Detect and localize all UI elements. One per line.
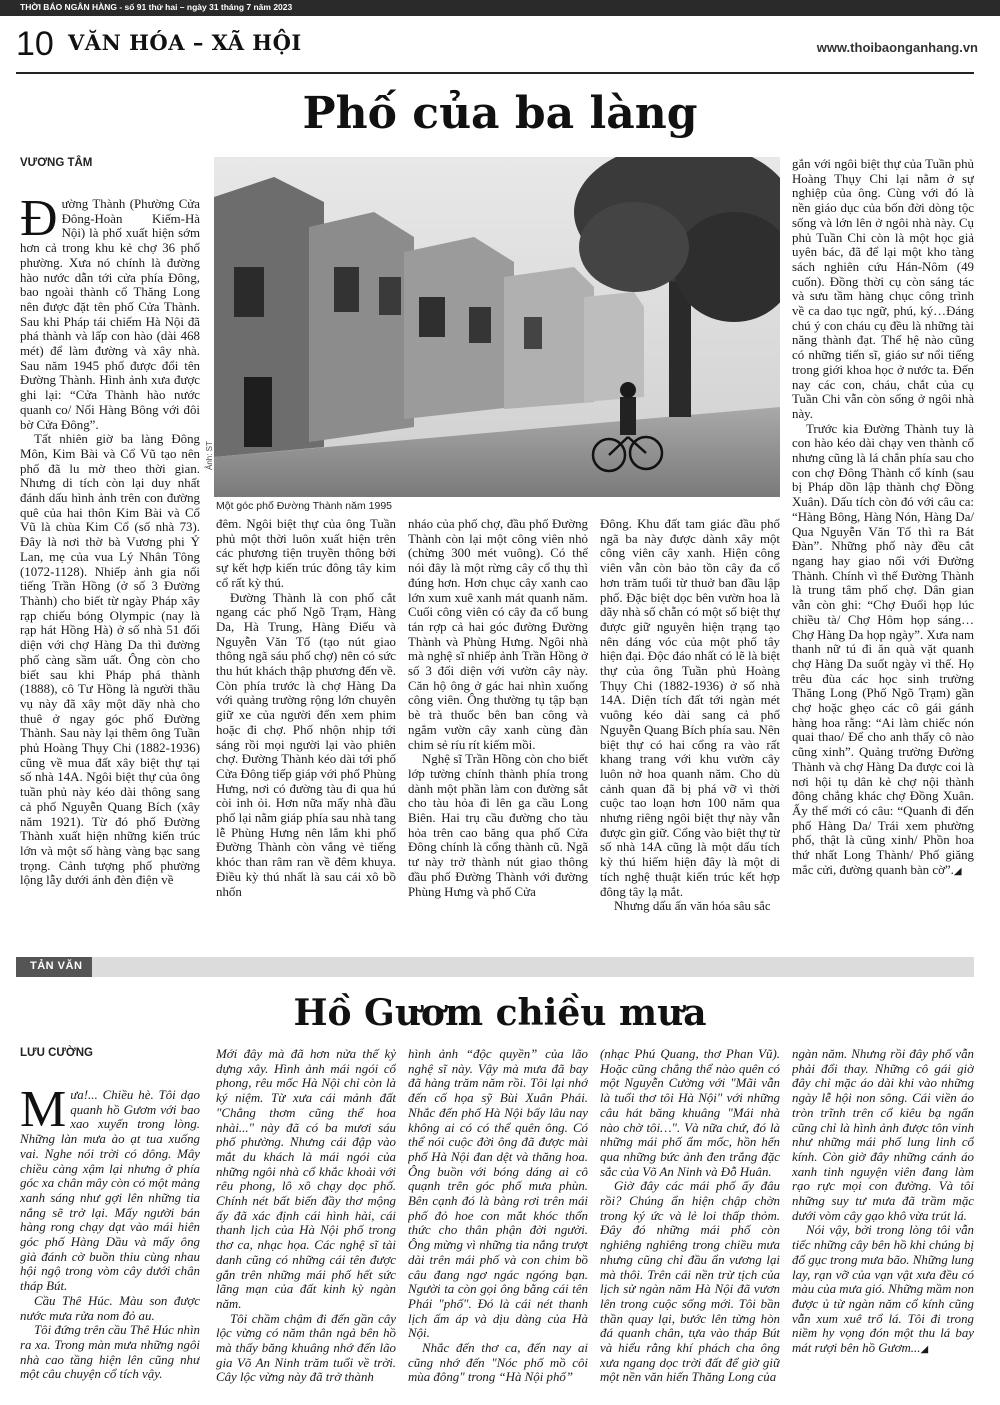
section-band: [16, 957, 974, 977]
article1-title: Phố của ba làng: [302, 88, 698, 139]
section-tab-label: TẢN VĂN: [30, 960, 83, 972]
header-rule: [16, 72, 974, 74]
issue-line: THỜI BÁO NGÂN HÀNG - số 91 thứ hai – ngày 31 tháng 7 năm 2023: [20, 2, 293, 12]
article1-author: VƯƠNG TÂM: [20, 157, 93, 169]
article2-author: LƯU CƯỜNG: [20, 1047, 93, 1059]
website-link[interactable]: www.thoibaonganhang.vn: [816, 40, 978, 55]
photo-credit: Ảnh: ST: [205, 441, 214, 470]
page-header: [16, 22, 978, 70]
end-mark-icon: ◢: [953, 865, 962, 877]
page-number: 10: [16, 25, 54, 63]
article1-column-2: đêm. Ngôi biệt thự của ông Tuần phủ một thời luôn xuất hiện trên các phương tiện truyền thông bởi sự kết hợp kiến trúc đông tây kim cổ rất kỳ thú. Đường Thành là con phố cắt ngang các phố Ngõ Trạm, Hàng Da, Hà Trung, Hàng Điếu và Nguyễn Văn Tố (tạo nút giao thông ngã sáu phố chợ) nên có sức thu hút khách thập phương đến về. Còn phía trước là chợ Hàng Da với quảng trường rộng lớn chuyên giữ xe của người đến xem phim hoặc đi chợ. Phố nhộn nhịp tới sáng rồi mọi người lại vào phiên chợ. Đường Thành kéo dài tới phố Cửa Đông tiếp giáp với phố Phùng Hưng, nơi có đường tàu đi qua hú còi inh ỏi. Hơn nữa mấy nhà đầu phố lại nằm giáp phía sau nhà tang lễ Phùng Hưng nên lắm khi phố Đường Thành còn vắng vẻ tiếng khóc than râm ran về đêm khuya. Điều kỳ thú nhất là sau cái xô bồ nhốn: [216, 517, 396, 899]
end-mark-icon: ◢: [920, 1344, 929, 1356]
article2-column-2: Mới đây mà đã hơn nửa thế kỷ dựng xây. Hình ảnh mái ngói cổ phong, rêu mốc Hà Nội chỉ còn là ký niệm. Từ xưa cái mảnh đất "Chẳng thơm cũng thể hoa nhài..." này đã có ba mươi sáu phố phường. Nhưng cái đập vào mắt du khách là mái ngói của những ngôi nhà cổ khắc khoải với rêu phong, lô xô chạy dọc phố. Chính nét bất biến đầy thơ mộng ấy đã xác định cái hình hài, cái thanh lịch của Hà Nội phố trong thơ ca, nhạc họa. Các nghệ sĩ tài danh cũng có những cái tên được gắn trên những mái phố hết sức lãng mạn của đất kinh kỳ ngàn năm. Tôi chầm chậm đi đến gần cây lộc vừng có năm thân ngả bên hồ mà thấy băng khuâng nhớ đến lão gia Võ An Ninh trăm tuổi về trời. Cây lộc vừng này đã trở thành: [216, 1047, 396, 1385]
article1-column-3: nháo của phố chợ, đầu phố Đường Thành còn lại một công viên nhỏ (chừng 300 mét vuông). Có thể nói đây là một rừng cây cổ thụ thì đúng hơn. Hơn chục cây xanh cao lớn xum xuê xanh mát quanh năm. Cuối công viên có cây đa cổ bung tán rợp cả hai góc đường Đường Thành và Phùng Hưng. Ngôi nhà mà nghệ sĩ nhiếp ảnh Trần Hồng ở số 3 đối diện với vườn cây này. Căn hộ ông ở gác hai nhìn xuống công viên. Ông thường tụ tập bạn bè trà thuốc bên ban công và ngắm vườn cây xanh cùng đàn chim sẻ ríu rít kiếm mồi. Nghệ sĩ Trần Hồng còn cho biết lớp tường chính thành phía trong dành một phần làm con đường sắt cho tàu hỏa đi lên ga cầu Long Biên. Hai trụ cầu đường cho tàu hỏa trên cao băng qua phố Cửa Đông chính là cổng thành cũ. Ngã tư này trở thành nút giao thông đầu phố Đường Thành với đường Phùng Hưng và phố Cửa: [408, 517, 588, 899]
street-photo: [214, 157, 780, 497]
article1-dropcap: Đ: [20, 197, 58, 247]
article1-column-5: gắn với ngôi biệt thự của Tuần phủ Hoàng Thụy Chi lại nằm ở sự nghiệp của ông. Cùng với đó là nền giáo dục của bốn đời dòng tộc sống và lớn lên ở ngôi nhà này. Cụ phủ Tuần Chi còn là một học giả uyên bác, đã để lại một kho tàng sách nghiên cứu Hán-Nôm (49 cuốn). Đồng thời cụ còn sáng tác và sưu tầm hàng chục công trình về ca dao tục ngữ, phú, ký…Đáng chú ý con cháu cụ đều là những tài năng thành đạt. Thế hệ nào cũng có những tiến sĩ, giáo sư nổi tiếng trong giới khoa học ở nước ta. Đến nay các con, cháu, chắt của cụ Tuần Chi vẫn còn sống ở ngôi nhà này. Trước kia Đường Thành tuy là con hào kéo dài chạy ven thành cổ nhưng cũng là lá chắn phía sau cho con chợ Đông Thành cổ kính (sau bị Pháp dồn lập thành chợ Đồng Xuân). Dấu tích còn đó với câu ca: “Hàng Bông, Hàng Nón, Hàng Da/ Qua Nguyễn Văn Tố thì ra Bát Đàn”. Những phố này đều cắt ngang hay giao nối với Đường Thành. Chính vì thế Đường Thành là trung tâm phố chợ. Dân gian vẫn còn ghi: “Chợ Đuổi họp lúc chiều tà/ Chợ Hôm họp sáng…Chợ Hàng Da họp ngày”. Xưa nam thanh nữ tú đi ăn quà vặt quanh chợ Hàng Da suốt ngày vì thế. Họ trêu đùa các học sinh trường Thăng Long (Phố Ngõ Trạm) gần chợ hoặc ghẹo các cô gái gánh hàng hoa rằng: “Ai làm chiếc nón quai thao/ Để cho anh thấy cô nào cũng xinh”. Quảng trường Đường Thành và chợ Hàng Da được coi là nơi hội tụ dân kẻ chợ nội thành đông chẳng khác chợ Đồng Xuân. Ấy thế mới có câu: “Quanh đi đến phố Hàng Da/ Trái xem phường phố, thật là cũng xinh/ Phồn hoa thứ nhất Long Thành/ Phố giăng mắc cửi, đường quanh bàn cờ”.◢: [792, 157, 974, 877]
article1-column-4: Đông. Khu đất tam giác đầu phố ngã ba này được dành xây một công viên cây xanh. Hiện công viên vẫn còn bảo tồn cây đa cổ hơn trăm tuổi từ thuở ban đầu lập phố. Đặc biệt dọc bên vườn hoa là dãy nhà số chẵn có một số biệt thự được giữ nguyên hiện trạng tạo nên dáng vóc của một phố tây hiện đại. Độc đáo nhất có lẽ là biệt thự của ông Tuần phủ Hoàng Thụy Chi (1882-1936) ở số nhà 14A. Diện tích đất tới ngàn mét vuông kéo dài sang cả phố Nguyễn Quang Bích phía sau. Nên biệt thự có hai cổng ra vào rất khang trang với khu vườn cây luôn nở hoa quanh năm. Cho dù cảnh quan đã bị phá vỡ vì thời cuộc tao loạn hơn 100 năm qua nhưng riêng ngôi biệt thự này vẫn được gìn giữ. Cổng vào biệt thự từ số nhà 14A cũng là một dấu tích kỳ thú hiếm hiện đây là một di tích nghệ thuật kiến trúc kết hợp đông tây lạ mắt. Nhưng dấu ấn văn hóa sâu sắc: [600, 517, 780, 914]
article2-column-3: hình ảnh “độc quyền” của lão nghệ sĩ này. Vậy mà mưa đã bay đã hàng trăm năm rồi. Tôi lại nhớ đến cố họa sỹ Bùi Xuân Phái. Nhắc đến phố Hà Nội bấy lâu nay không ai có có thể quên ông. Có thể nói cuộc đời ông đã được mài phố Hà Nội đan dệt và thăng hoa. Ông buồn với bóng dáng ai cô quạnh trên góc phố mưa phùn. Bên cạnh đó là bàng rơi trên mái phố đỏ hoe con mắt khóc thổn thức cho thân phận đời người. Ông mừng vì những tia nắng trượt dài trên mái phố và con chim bồ câu đang ngơ ngác ngóng bạn. Người ta còn gọi ông bằng cái tên Phái "phố". Đó là cái nét thanh lịch ấm áp và dịu dàng của Hà Nội. Nhắc đến thơ ca, đến nay ai cũng nhớ đến "Nóc phố mồ côi mùa đông" trong “Hà Nội phố”: [408, 1047, 588, 1385]
section-title: VĂN HÓA – XÃ HỘI: [68, 30, 302, 55]
article2-dropcap: M: [20, 1088, 67, 1138]
section-tab: [16, 957, 92, 977]
article2-column-5: ngàn năm. Nhưng rồi đây phố vẫn phải đổi thay. Những cô gái giờ đây chỉ mặc áo dài khi vào những ngày lễ hội non sông. Cái viền áo tròn trĩnh trên cổ kiêu bạ ngấn cũng chỉ là hình ảnh được tôn vinh như những mái phố lung linh cổ kính. Còn giờ đây những cánh áo xanh tinh nguyện viên đang làm rạo rực mọi con đường. Và tôi những suy tư mưa đã trầm mặc dưới vòm cây gạo khô vừa trút lá. Nói vậy, bởi trong lòng tôi vẫn tiếc những cây bên hồ khi chúng bị đổ gục trong mưa bão. Những lung lay, rạn vỡ của vạn vật xưa đều có màu của mưa gió. Những mầm non được ủ từ ngàn năm cổ kính cũng vẫn xum xuê trổ lá. Tôi đi trong niềm hy vọng đón một thu lá bay mát rượi bên hồ Gươm...◢: [792, 1047, 974, 1356]
masthead-bar: [0, 0, 1000, 16]
article1-column-1: Đường Thành (Phường Cửa Đông-Hoàn Kiếm-Hà Nội) là phố xuất hiện sớm hơn cả trong khu kẻ chợ 36 phố phường. Xưa nó chính là đường hào nước dẫn tới cửa phía Đông, bao ngoài thành cổ Thăng Long nên được đặt tên phố Cửa Thành. Sau khi Pháp tái chiếm Hà Nội đã phá thành và lấp con hào (dài 468 mét) để làm đường và xây nhà. Sau năm 1945 phố được đổi tên Đường Thành. Hình ảnh xưa được ghi lại: “Cửa Thành hào nước quanh co/ Nối Hàng Bông với đôi bờ Cửa Đông”. Tất nhiên giờ ba làng Đông Môn, Kim Bài và Cổ Vũ tạo nên phố đã lu mờ theo thời gian. Nhưng di tích còn lại duy nhất đánh dấu hình ảnh trên con đường quê của hai thôn Kim Bài và Cổ Vũ là chùa Kim Cổ (số nhà 73). Đây là nơi thờ bà Vương phi Ỷ Lan, mẹ của vua Lý Nhân Tông (1072-1128). Nhiếp ảnh gia nổi tiếng Trần Hồng (ở số 3 Đường Thành) cho biết từ ngày Pháp xây rạp chiếu bóng Olympic (nay là rạp hát Hồng Hà) ở số nhà 51 đối diện với chợ Hàng Da thì đường phố càng sầm uất. Ông còn cho biết sau khi Pháp phá thành (1888), cô Tư Hồng là người thầu vụ này đã xây một dãy nhà cho thuê ở ngay góc phố Đường Thành. Sau này lại thêm ông Tuần phủ Hoàng Thụy Chi (1882-1936) cũng về mua đất xây biệt thự tại số nhà 14A. Ngôi biệt thự của ông tuần phủ này kéo dài thông sang cả phố Nguyễn Quang Bích (xây năm 1921). Từ đó phố Đường Thành xuất hiện những kiến trúc lớn và một số hàng vàng bạc sang trọng. Cảnh tượng phố phường lộng lẫy dưới ánh đèn điện về: [20, 197, 200, 888]
article2-column-1: Mưa!... Chiều hè. Tôi dạo quanh hồ Gươm với bao xao xuyến trong lòng. Những làn mưa ào ạt tua xuống vai. Nghe nói trời có dông. Mây chiều càng xậm lại nhưng ở phía góc xa chân mây còn có một mảng xanh sáng như gợi lên những tia nắng sẽ trở lại. Mấy người bán hàng rong chạy dạt vào mái hiên góc phố Hàng Dầu và mấy ông già đánh cờ buồn thiu cùng nhau hội ngộ trong vòm cây dưới chân tháp Bút. Cầu Thê Húc. Màu son được nước mưa rửa nom đỏ au. Tôi đứng trên cầu Thê Húc nhìn ra xa. Trong màn mưa những ngôi nhà cao tầng hiện lên cũng như một câu chuyện cổ tích vậy.: [20, 1088, 200, 1382]
street-photo-image: [214, 157, 780, 497]
article2-column-4: (nhạc Phú Quang, thơ Phan Vũ). Hoặc cũng chẳng thể nào quên có một Nguyễn Cường với "Mãi vẫn là tuổi thơ tôi Hà Nội" với những câu hát băng khuâng "Mái nhà nào chờ tôi…". Và nữa chứ, đó là những mái phố ẩm mốc, hồn hến qua những bức ảnh đen trắng đặc sắc của Võ An Ninh và Đỗ Huân. Giờ đây các mái phố ấy đâu rồi? Chúng ẩn hiện chập chờn trong ký ức và lẻ loi thấp thỏm. Đây đó những mái phố còn nghiêng nghiêng trong chiều mưa nhưng cũng chỉ đầu ẩn vương lại mà thôi. Trên cái nền trừ tịch của lịch sử ngàn năm Hà Nội đã vươn lên trong cuộc sống mới. Tôi bần thần quay lại, bước lên từng hòn đá quanh chân, tựa vào tháp Bút và hiểu rằng khí phách cha ông xưa ngang dọc trời đất để giờ giữ một nền văn hiến Thăng Long của: [600, 1047, 780, 1385]
photo-caption: Một góc phố Đường Thành năm 1995: [216, 500, 392, 512]
article2-title: Hồ Gươm chiều mưa: [293, 992, 707, 1034]
